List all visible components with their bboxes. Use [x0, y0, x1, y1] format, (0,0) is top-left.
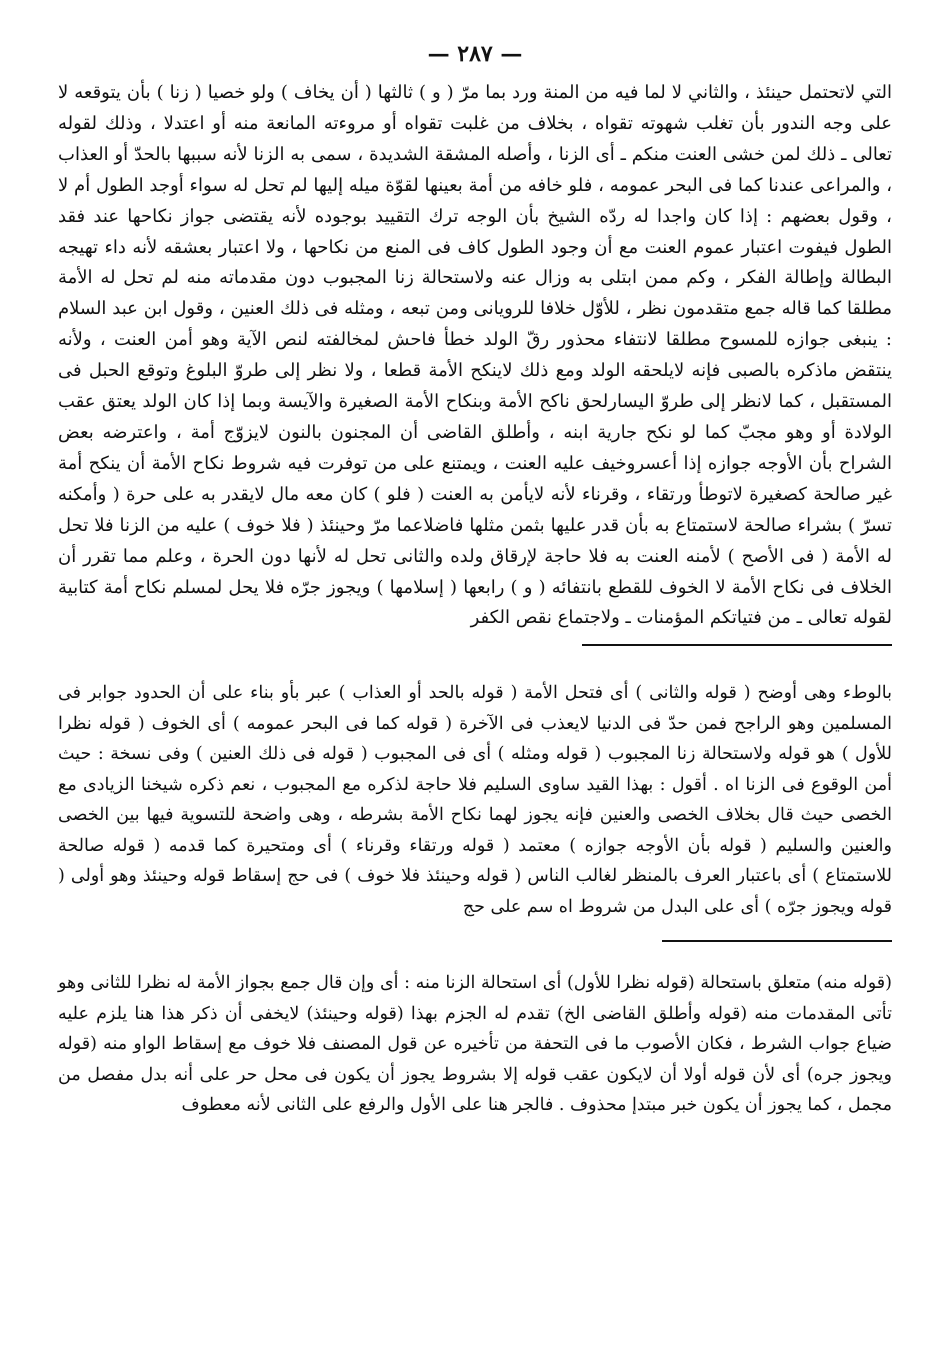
main-text: [58, 78, 892, 634]
footnote-divider-second: [662, 940, 892, 942]
footnote-divider: [582, 644, 892, 646]
main-text-paragraph: التي لاتحتمل حينئذ ، والثاني لا لما فيه من المنة ورد بما مرّ ( و ) ثالثها ( أن يخاف ) ولو خصيا ( زنا ) بأن يتوقعه لا على وجه الندور بأن تغلب شهوته تقواه ، بخلاف من غلبت تقواه أو مروءته المانعة منه أو اعتدلا ، وذلك لقوله تعالى ـ ذلك لمن خشى العنت منكم ـ أى الزنا ، وأصله المشقة الشديدة ، سمى به الزنا لأنه سببها بالحدّ أو العذاب ، والمراعى عندنا كما فى البحر عمومه ، فلو خافه من أمة بعينها لقوّة ميله إليها لم تحل له سواء أوجد الطول أم لا ، وقول بعضهم : إذا كان واجدا له ردّه الشيخ بأن الوجه ترك التقييد بوجوده لأنه يقتضى جواز نكاحها عند فقد الطول فيفوت اعتبار عموم العنت مع أن وجود الطول كاف فى المنع من نكاحها ، ولا اعتبار بعشقه لأنه داء تهيجه البطالة وإطالة الفكر ، وكم ممن ابتلى به وزال عنه ولاستحالة زنا المجبوب دون مقدماته منه لم تحل له الأمة مطلقا كما قاله جمع متقدمون نظر ، للأوّل خلافا للرويانى ومن تبعه ، ومثله فى ذلك العنين ، وقول ابن عبد السلام : ينبغى جوازه للمسوح مطلقا لانتفاء محذور رقّ الولد خطأ فاحش لمخالفته لنص الآية وهو أمن العنت ، ولأنه ينتقض ماذكره بالصبى فإنه لايلحقه الولد ومع ذلك لاينكح الأمة قطعا ، ولا نظر إلى طروّ البلوغ وتوقع الحبل فى المستقبل ، كما لانظر إلى طروّ اليسارلحق ناكح الأمة وبنكاح الأمة الصغيرة والآيسة وبما إذا كان الولد يعتق عقب الولادة أو وهو مجبّ كما لو نكح جارية ابنه ، وأطلق القاضى أن المجنون بالنون لايزوّج أمة ، واعترضه بعض الشراح بأن الأوجه جوازه إذا أعسروخيف عليه العنت ، ويمتنع على من توفرت فيه شروط نكاح الأمة أن ينكح أمة غير صالحة كصغيرة لاتوطأ ورتقاء ، وقرناء لأنه لايأمن به العنت ( فلو ) كان معه مال لايقدر به على حرة ( وأمكنه تسرّ ) بشراء صالحة لاستمتاع به بأن قدر عليها بثمن مثلها فاضلاعما مرّ وحينئذ ( فلا خوف ) عليه من الزنا فلا تحل له الأمة ( فى الأصح ) لأمنه العنت به فلا حاجة لإرقاق ولده والثانى تحل له لأنها دون الحرة ، وعلم مما تقرر أن الخلاف فى نكاح الأمة لا الخوف للقطع بانتفائه ( و ) رابعها ( إسلامها ) ويجوز جرّه فلا يحل لمسلم نكاح أمة كتابية لقوله تعالى ـ من فتياتكم المؤمنات ـ ولاجتماع نقص الكفر: [58, 82, 892, 629]
commentary-second: [58, 968, 892, 1121]
commentary-first: [58, 678, 892, 922]
page-number: — ٢٨٧ —: [427, 41, 523, 67]
commentary-first-paragraph: بالوطء وهى أوضح ( قوله والثانى ) أى فتحل الأمة ( قوله بالحد أو العذاب ) عبر بأو بناء على أن الحدود جوابر فى المسلمين وهو الراجح فمن حدّ فى الدنيا لايعذب فى الآخرة ( قوله كما فى البحر عمومه ) أى الخوف ( قوله نظرا للأول ) هو قوله ولاستحالة زنا المجبوب ( قوله ومثله ) أى فى المجبوب ( قوله فى ذلك العنين ) وفى نسخة : حيث أمن الوقوع فى الزنا اه . أقول : بهذا القيد ساوى السليم فلا حاجة لذكره مع المجبوب ، نعم ذكره شيخنا الزيادى مع الخصى حيث قال بخلاف الخصى والعنين فإنه يجوز لهما نكاح الأمة بشرطه ، وهى واضحة للتسوية فيها بين الخصى والعنين والسليم ( قوله بأن الأوجه جوازه ) معتمد ( قوله ورتقاء وقرناء ) أى ومتحيرة كما قدمه ( قوله صالحة للاستمتاع ) أى باعتبار العرف بالمنظر لغالب الناس ( قوله وحينئذ فلا خوف ) فى حج إسقاط قوله وحينئذ وهو أولى ( قوله ويجوز جرّه ) أى على البدل من شروط اه سم على حج: [58, 683, 892, 917]
commentary-second-paragraph: (قوله منه) متعلق باستحالة (قوله نظرا للأول) أى استحالة الزنا منه : أى وإن قال جمع بجواز الأمة له نظرا للثانى وهو تأتى المقدمات منه (قوله وأطلق القاضى الخ) تقدم له الجزم بهذا (قوله وحينئذ) لايخفى أن ذكر هذا هنا يلزم عليه ضياع جواب الشرط ، فكان الأصوب ما فى التحفة من تأخيره عن قول المصنف فلا خوف مع إسقاط الواو منه (قوله ويجوز جره) أى لأن قوله أولا أن لايكون عقب قوله إلا بشروط يجوز أن يكون فى محل حر على أنه بدل مفصل من مجمل ، كما يجوز أن يكون خبر مبتدإ محذوف . فالجر هنا على الأول والرفع على الثانى لأنه معطوف: [58, 973, 892, 1116]
